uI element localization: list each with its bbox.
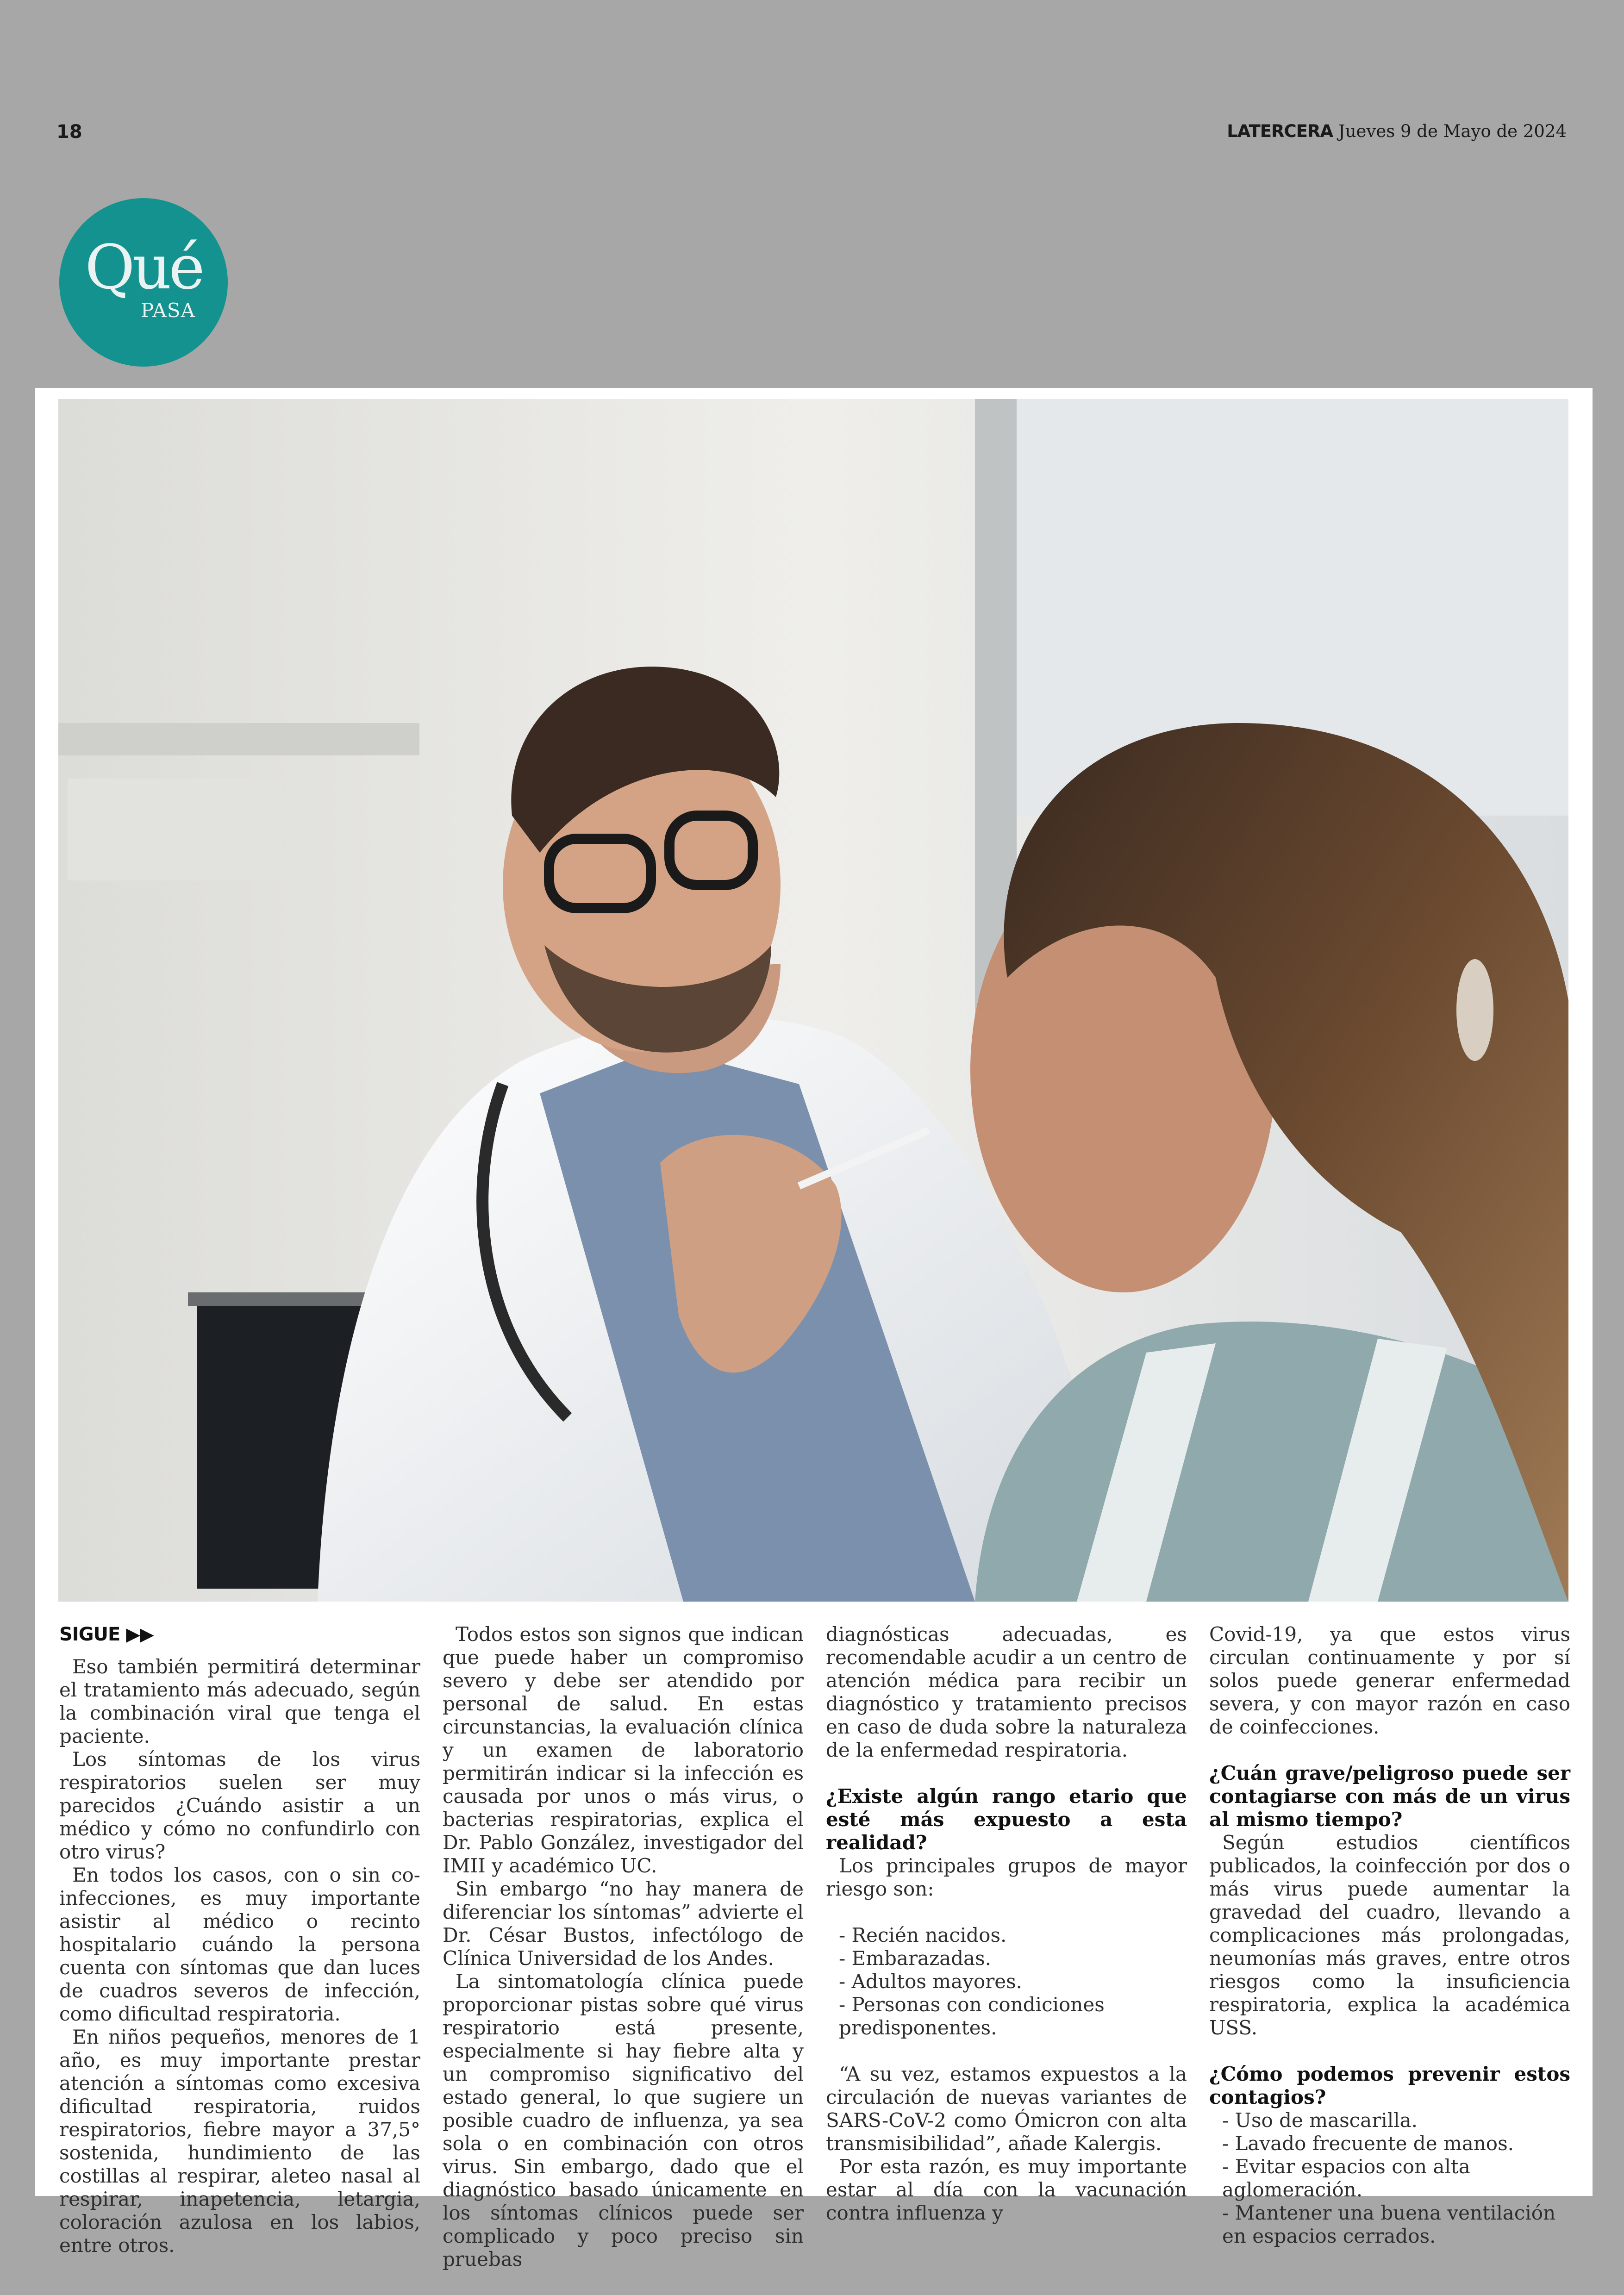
page-number: 18 (56, 121, 82, 143)
paragraph: Sin embargo “no hay manera de diferenciar los síntomas” advierte el Dr. César Bustos, infectólogo de Clínica Universidad de los Andes. (443, 1877, 804, 1970)
list-item: - Evitar espacios con alta aglomeración. (1222, 2155, 1470, 2201)
list-item: - Embarazadas. (839, 1947, 992, 1970)
paragraph: En todos los casos, con o sin co-infecciones, es muy importante asistir al médico o recinto hospitalario cuándo la persona cuenta con síntomas que dan luces de cuadros severos de infección, como dificultad respiratoria. (59, 1864, 420, 2025)
paragraph: Todos estos son signos que indican que puede haber un compromiso severo y debe ser atendido por personal de salud. En estas circunstancias, la evaluación clínica y un examen de laboratorio permitirán indicar si la infección es causada por unos o más virus, o bacterias respiratorias, explica el Dr. Pablo González, investigador del IMII y académico UC. (443, 1623, 804, 1877)
paragraph: Covid-19, ya que estos virus circulan continuamente y por sí solos puede generar enfermedad severa, y con mayor razón en caso de coinfecciones. (1209, 1623, 1570, 1738)
article-column-4 (1209, 1623, 1570, 2248)
question-heading: ¿Existe algún rango etario que esté más expuesto a esta realidad? (826, 1785, 1187, 1854)
continued-label: SIGUE ▶▶ (59, 1624, 154, 1645)
question-heading: ¿Cuán grave/peligroso puede ser contagiarse con más de un virus al mismo tiempo? (1209, 1762, 1570, 1831)
article-column-2 (443, 1623, 804, 2271)
quote-paragraph: “A su vez, estamos expuestos a la circulación de nuevas variantes de SARS-CoV-2 como Ómicron con alta transmisibilidad”, añade Kalergis. (826, 2063, 1187, 2155)
article-column-3 (826, 1623, 1187, 2225)
list-item: - Lavado frecuente de manos. (1222, 2132, 1514, 2155)
logo-pasa: PASA (141, 299, 195, 322)
list-item: - Uso de mascarilla. (1222, 2109, 1418, 2132)
list-item: - Adultos mayores. (839, 1970, 1023, 1993)
newspaper-brand: LATERCERA (1227, 121, 1333, 141)
question-heading: ¿Cómo podemos prevenir estos contagios? (1209, 2063, 1570, 2108)
photo-illustration (58, 399, 1568, 1602)
article-card (35, 388, 1593, 2270)
logo-que: Qué (85, 232, 202, 303)
paragraph: Eso también permitirá determinar el tratamiento más adecuado, según la combinación viral que tenga el paciente. (59, 1655, 420, 1747)
paragraph: Los principales grupos de mayor riesgo son: (826, 1854, 1187, 1900)
list-item: - Personas con condiciones predisponentes. (839, 1993, 1105, 2039)
masthead (1227, 121, 1567, 141)
paragraph: La sintomatología clínica puede proporcionar pistas sobre qué virus respiratorio está presente, especialmente si hay fiebre alta y un compromiso significativo del estado general, lo que sugiere un posible cuadro de influenza, ya sea sola o en combinación con otros virus. Sin embargo, dado que el diagnóstico basado únicamente en los síntomas clínicos puede ser complicado y poco preciso sin pruebas (443, 1970, 804, 2270)
paragraph: diagnósticas adecuadas, es recomendable acudir a un centro de atención médica para recibir un diagnóstico y tratamiento precisos en caso de duda sobre la naturaleza de la enfermedad respiratoria. (826, 1623, 1187, 1761)
paragraph: Por esta razón, es muy importante estar al día con la vacunación contra influenza y (826, 2155, 1187, 2224)
article-column-1 (59, 1623, 420, 2257)
paragraph: En niños pequeños, menores de 1 año, es muy importante prestar atención a síntomas como excesiva dificultad respiratoria, ruidos respiratorios, fiebre mayor a 37,5° sostenida, hundimiento de las costillas al respirar, aleteo nasal al respirar, inapetencia, letargia, coloración azulosa en los labios, entre otros. (59, 2026, 420, 2257)
list-item: - Mantener una buena ventilación en espacios cerrados. (1222, 2201, 1556, 2247)
paragraph: Los síntomas de los virus respiratorios suelen ser muy parecidos ¿Cuándo asistir a un médico y cómo no confundirlo con otro virus? (59, 1748, 420, 1863)
que-pasa-logo (59, 198, 228, 367)
list-item: - Recién nacidos. (839, 1924, 1007, 1946)
doctor-examining-patient-throat-photo (58, 399, 1568, 1602)
paragraph: Según estudios científicos publicados, la coinfección por dos o más virus puede aumentar la gravedad del cuadro, llevando a complicaciones más prolongadas, neumonías más graves, entre otros riesgos como la insuficiencia respiratoria, explica la académica USS. (1209, 1831, 1570, 2039)
issue-date: Jueves 9 de Mayo de 2024 (1338, 121, 1567, 141)
